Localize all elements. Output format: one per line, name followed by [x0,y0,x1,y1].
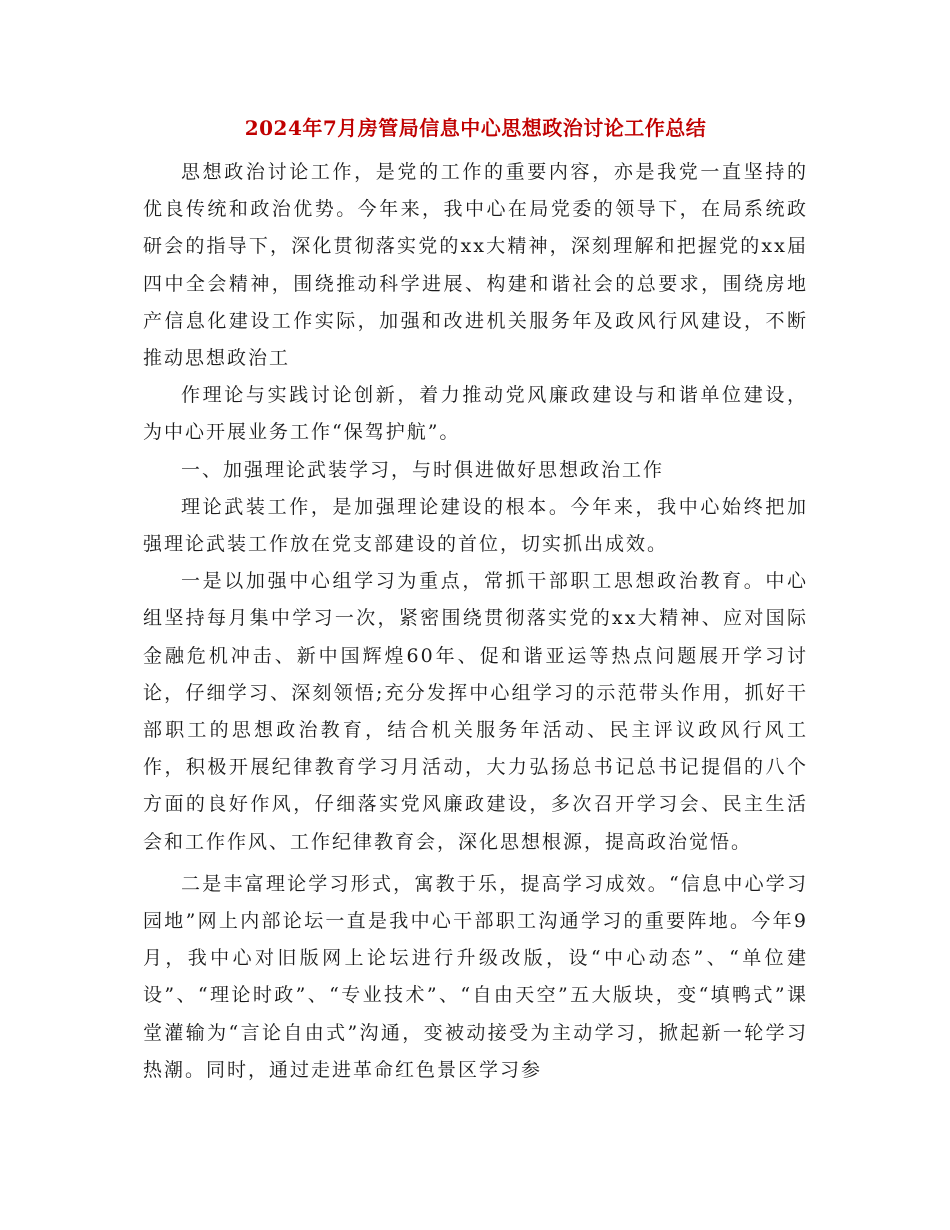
section-heading-1: 一、加强理论武装学习，与时俱进做好思想政治工作 [181,458,665,481]
paragraph-intro-continued: 作理论与实践讨论创新，着力推动党风廉政建设与和谐单位建设，为中心开展业务工作“保驾护航”。 [143,384,808,444]
paragraph-point-one: 一是以加强中心组学习为重点，常抓干部职工思想政治教育。中心组坚持每月集中学习一次，紧密围绕贯彻落实党的xx大精神、应对国际金融危机冲击、新中国辉煌60年、促和谐亚运等热点问题展开学习讨论，仔细学习、深刻领悟;充分发挥中心组学习的示范带头作用，抓好干部职工的思想政治教育，结合机关服务年活动、民主评议政风行风工作，积极开展纪律教育学习月活动，大力弘扬总书记总书记提倡的八个方面的良好作风，仔细落实党风廉政建设，多次召开学习会、民主生活会和工作作风、工作纪律教育会，深化思想根源，提高政治觉悟。 [143,570,808,853]
document-page [143,108,808,1089]
paragraph-intro: 思想政治讨论工作，是党的工作的重要内容，亦是我党一直坚持的优良传统和政治优势。今年来，我中心在局党委的领导下，在局系统政研会的指导下，深化贯彻落实党的xx大精神，深刻理解和把握党的xx届四中全会精神，围绕推动科学进展、构建和谐社会的总要求，围绕房地产信息化建设工作实际，加强和改进机关服务年及政风行风建设，不断推动思想政治工 [143,161,808,370]
paragraph-theory: 理论武装工作，是加强理论建设的根本。今年来，我中心始终把加强理论武装工作放在党支部建设的首位，切实抓出成效。 [143,495,808,556]
document-title: 2024年7月房管局信息中心思想政治讨论工作总结 [244,116,707,140]
paragraph-point-two: 二是丰富理论学习形式，寓教于乐，提高学习成效。“信息中心学习园地”网上内部论坛一直是我中心干部职工沟通学习的重要阵地。今年9月，我中心对旧版网上论坛进行升级改版，设“中心动态”、“单位建设”、“理论时政”、“专业技术”、“自由天空”五大版块，变“填鸭式”课堂灌输为“言论自由式”沟通，变被动接受为主动学习，掀起新一轮学习热潮。同时，通过走进革命红色景区学习参 [143,872,808,1081]
